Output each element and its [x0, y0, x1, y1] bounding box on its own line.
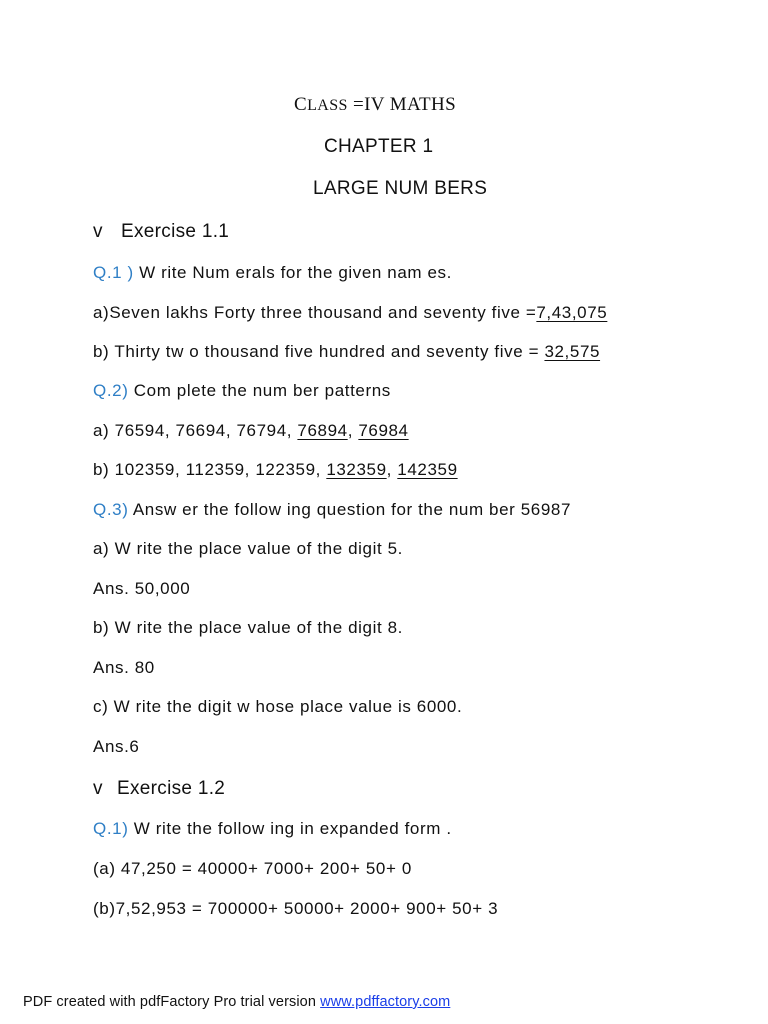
ex1-q3-b-answer: Ans. 80 — [93, 658, 155, 677]
ex1-q3 — [93, 500, 571, 520]
ex1-q2-a-answer-1: 76894 — [297, 421, 348, 440]
ex1-q2 — [93, 381, 391, 401]
bullet-icon: v — [93, 221, 103, 242]
ex1-q2-b-answer-2: 142359 — [397, 460, 458, 479]
ex1-q3-text: Answ er the follow ing question for the num ber 56987 — [128, 500, 572, 519]
class-title-small: LASS — [307, 97, 348, 114]
ex1-q3-a: a) W rite the place value of the digit 5. — [93, 539, 403, 558]
ex1-q2-b — [93, 460, 458, 480]
ex1-q1 — [93, 263, 452, 283]
ex1-q2-text: Com plete the num ber patterns — [128, 381, 391, 400]
ex2-q1-b: (b)7,52,953 = 700000+ 50000+ 2000+ 900+ 50+ 3 — [93, 899, 499, 918]
exercise-1-1-title: Exercise 1.1 — [121, 221, 230, 242]
exercise-1-2-title: Exercise 1.2 — [117, 778, 226, 799]
ex2-q1-label: Q.1) — [93, 819, 129, 838]
pdf-footer — [23, 994, 450, 1010]
ex1-q1-b-text: b) Thirty tw o thousand five hundred and seventy five = — [93, 342, 545, 361]
footer-link[interactable]: www.pdffactory.com — [320, 994, 451, 1010]
chapter-label: CHAPTER 1 — [324, 136, 434, 157]
ex1-q2-a-answer-2: 76984 — [358, 421, 409, 440]
ex1-q1-a-answer: 7,43,075 — [536, 303, 608, 322]
exercise-1-2-heading — [93, 778, 225, 800]
ex1-q2-b-separator: , — [386, 460, 398, 479]
class-title — [294, 94, 456, 116]
ex2-q1-a: (a) 47,250 = 40000+ 7000+ 200+ 50+ 0 — [93, 859, 412, 878]
ex1-q1-a-text: a)Seven lakhs Forty three thousand and seventy five = — [93, 303, 537, 322]
chapter-title: LARGE NUM BERS — [313, 178, 488, 199]
ex2-q1-text: W rite the follow ing in expanded form . — [128, 819, 452, 838]
ex1-q1-a — [93, 303, 607, 323]
ex1-q1-label: Q.1 ) — [93, 263, 134, 282]
ex1-q3-b: b) W rite the place value of the digit 8. — [93, 618, 403, 637]
ex1-q3-label: Q.3) — [93, 500, 129, 519]
ex2-q1 — [93, 819, 452, 839]
ex1-q3-c-answer: Ans.6 — [93, 737, 140, 756]
bullet-icon: v — [93, 778, 103, 799]
footer-text: PDF created with pdfFactory Pro trial version — [23, 994, 321, 1010]
ex1-q2-b-text: b) 102359, 112359, 122359, — [93, 460, 327, 479]
class-title-rest: =IV MATHS — [347, 94, 457, 115]
ex1-q3-a-answer: Ans. 50,000 — [93, 579, 191, 598]
ex1-q2-a-text: a) 76594, 76694, 76794, — [93, 421, 298, 440]
ex1-q3-c: c) W rite the digit w hose place value is 6000. — [93, 697, 463, 716]
ex1-q1-b — [93, 342, 600, 362]
ex1-q2-b-answer-1: 132359 — [326, 460, 387, 479]
class-title-cap: C — [294, 94, 308, 115]
ex1-q2-label: Q.2) — [93, 381, 129, 400]
ex1-q2-a-separator: , — [347, 421, 359, 440]
ex1-q2-a — [93, 421, 409, 441]
ex1-q1-b-answer: 32,575 — [544, 342, 601, 361]
ex1-q1-text: W rite Num erals for the given nam es. — [133, 263, 452, 282]
exercise-1-1-heading — [93, 221, 229, 243]
